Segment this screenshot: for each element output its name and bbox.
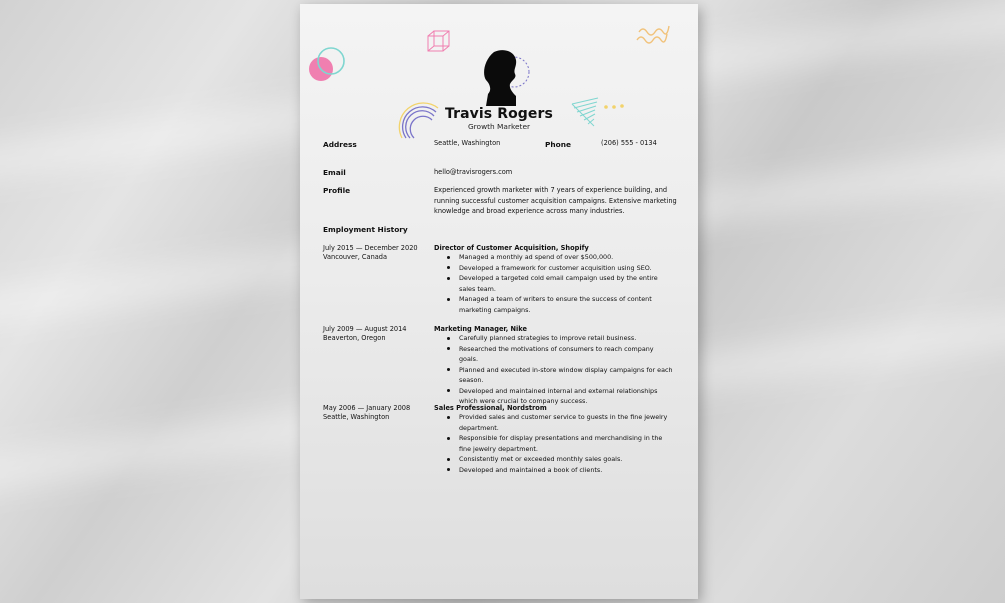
job-dates: May 2006 — January 2008 (323, 404, 411, 412)
resume-page (300, 4, 698, 599)
circles-decoration (306, 44, 350, 86)
address-value: Seattle, Washington (434, 139, 501, 147)
job-location: Seattle, Washington (323, 413, 390, 421)
job-dates: July 2009 — August 2014 (323, 325, 407, 333)
list-item: Researched the motivations of consumers to reach company goals. (435, 344, 673, 365)
job-title: Sales Professional, Nordstrom (434, 404, 547, 412)
profile-text: Experienced growth marketer with 7 years of experience building, and running successful customer acquisition campaigns. Extensive marketing knowledge and broad experience across many industries. (434, 186, 677, 215)
job-bullets (435, 333, 673, 407)
job-dates: July 2015 — December 2020 (323, 244, 418, 252)
profile-label: Profile (323, 186, 351, 195)
phone-value: (206) 555 - 0134 (601, 139, 657, 147)
candidate-name: Travis Rogers (445, 106, 553, 122)
list-item: Carefully planned strategies to improve retail business. (435, 333, 673, 344)
squiggle-decoration (635, 18, 671, 46)
profile-silhouette (480, 48, 534, 108)
list-item: Developed and maintained a book of clients. (435, 465, 673, 476)
job-bullets (435, 252, 673, 315)
list-item: Planned and executed in-store window display campaigns for each season. (435, 365, 673, 386)
list-item: Provided sales and customer service to guests in the fine jewelry department. (435, 412, 673, 433)
list-item: Consistently met or exceeded monthly sales goals. (435, 454, 673, 465)
phone-label: Phone (545, 140, 572, 149)
employment-heading: Employment History (323, 225, 408, 234)
email-value: hello@travisrogers.com (434, 168, 513, 176)
list-item: Managed a team of writers to ensure the success of content marketing campaigns. (435, 294, 673, 315)
address-label: Address (323, 140, 357, 149)
list-item: Responsible for display presentations and merchandising in the fine jewelry department. (435, 433, 673, 454)
list-item: Developed and maintained internal and external relationships which were crucial to company success. (435, 386, 673, 407)
job-title: Marketing Manager, Nike (434, 325, 527, 333)
list-item: Managed a monthly ad spend of over $500,000. (435, 252, 673, 263)
job-location: Beaverton, Oregon (323, 334, 386, 342)
job-bullets (435, 412, 673, 475)
job-location: Vancouver, Canada (323, 253, 388, 261)
list-item: Developed a targeted cold email campaign used by the entire sales team. (435, 273, 673, 294)
job-title: Director of Customer Acquisition, Shopify (434, 244, 589, 252)
email-label: Email (323, 168, 346, 177)
candidate-title: Growth Marketer (467, 122, 531, 131)
list-item: Developed a framework for customer acquisition using SEO. (435, 263, 673, 274)
cube-decoration (425, 28, 453, 56)
